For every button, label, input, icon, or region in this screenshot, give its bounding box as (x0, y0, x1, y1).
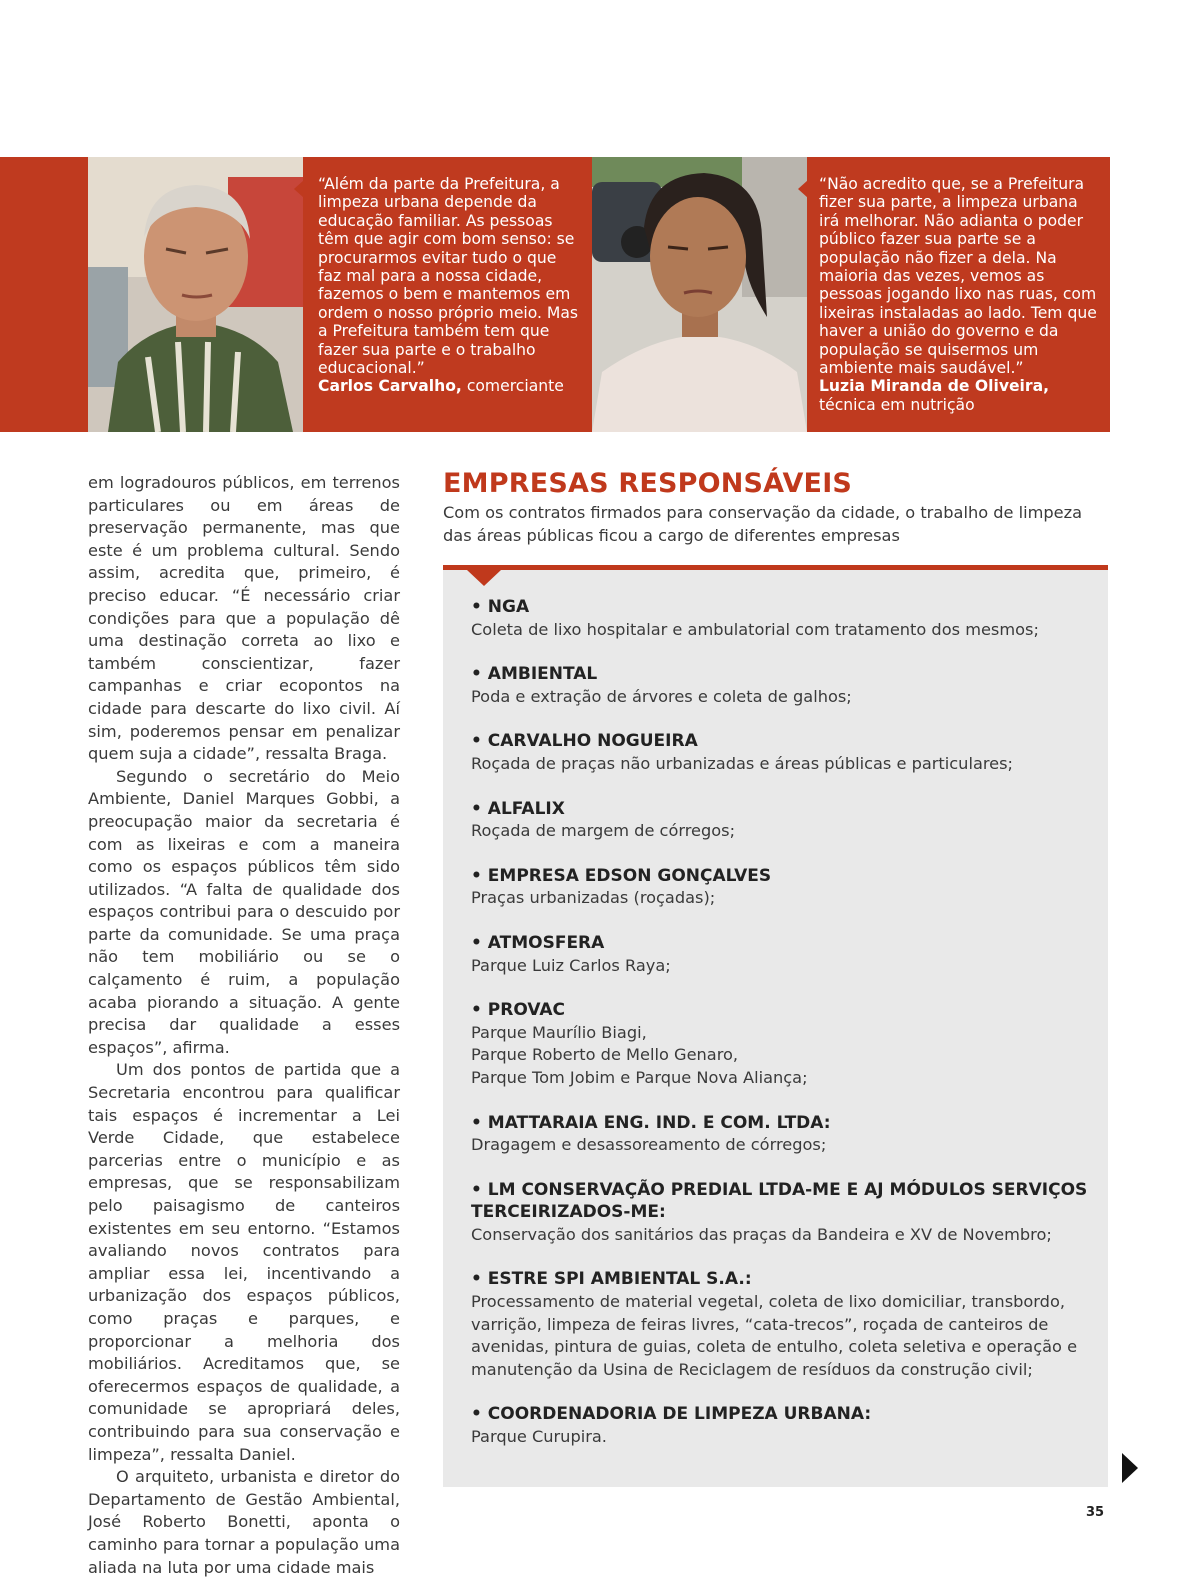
quote-luzia-text: “Não acredito que, se a Prefeitura fizer sua parte, a limpeza urbana irá melhorar. Não adianta o poder público fazer sua parte se a população não fizer a dela. Na maioria das vezes, vemos as pessoas jogando lixo nas ruas, com lixeiras instaladas ao lado. Tem que haver a união do governo e da população se quisermos um ambiente mais saudável.” (819, 175, 1097, 378)
list-item (471, 663, 1096, 708)
list-item (471, 730, 1096, 775)
quote-carlos-role: comerciante (461, 377, 564, 396)
page-number: 35 (1086, 1505, 1105, 1520)
article-paragraph: Segundo o secretário do Meio Ambiente, Daniel Marques Gobbi, a preocupação maior da secretaria é com as lixeiras e com a maneira como os espaços públicos têm sido utilizados. “A falta de qualidade dos espaços contribui para o descuido por parte da comunidade. Se uma praça não tem mobiliário ou se o calçamento é ruim, a população acaba piorando a situação. A gente precisa dar qualidade a esses espaços”, afirma. (88, 766, 400, 1057)
list-item (471, 1112, 1096, 1157)
list-item (471, 1403, 1096, 1448)
quote-carlos-name: Carlos Carvalho, (318, 377, 462, 396)
company-description: Roçada de praças não urbanizadas e áreas públicas e particulares; (471, 753, 1014, 773)
quote-carlos (318, 175, 580, 396)
company-description: Dragagem e desassoreamento de córregos; (471, 1135, 827, 1155)
article-paragraph: em logradouros públicos, em terrenos particulares ou em áreas de preservação permanente, mas que este é um problema cultural. Sendo assim, acredita que, primeiro, é preciso educar. “É necessário criar condições para que a população dê uma destinação correta ao lixo e também conscientizar, fazer campanhas e criar ecopontos na cidade para descarte do lixo civil. Aí sim, poderemos pensar em penalizar quem suja a cidade”, ressalta Braga. (88, 473, 400, 764)
sidebar-subtitle: Com os contratos firmados para conservação da cidade, o trabalho de limpeza das áreas públicas ficou a cargo de diferentes empresas (443, 503, 1083, 545)
company-description: Coleta de lixo hospitalar e ambulatorial com tratamento dos mesmos; (471, 619, 1039, 639)
company-name: • LM CONSERVAÇÃO PREDIAL LTDA-ME E AJ MÓDULOS SERVIÇOS TERCEIRIZADOS-ME: (471, 1179, 1088, 1223)
quote-luzia-name: Luzia Miranda de Oliveira, (819, 377, 1050, 396)
quote-pointer-right (798, 180, 808, 198)
sidebar-title: EMPRESAS RESPONSÁVEIS (443, 468, 853, 499)
sidebar-caret (467, 570, 501, 586)
article-body (88, 472, 400, 1579)
quote-carlos-text: “Além da parte da Prefeitura, a limpeza urbana depende da educação familiar. As pessoas têm que agir com bom senso: se procurarmos evitar tudo o que faz mal para a nossa cidade, fazemos o bem e mantemos em ordem o nosso próprio meio. Mas a Prefeitura também tem que fazer sua parte e o trabalho educacional.” (318, 175, 579, 378)
company-description: Praças urbanizadas (roçadas); (471, 888, 716, 908)
company-name: • EMPRESA EDSON GONÇALVES (471, 865, 772, 886)
portrait-photo-carlos (88, 157, 303, 432)
quote-luzia-role: técnica em nutrição (819, 395, 975, 414)
company-name: • ATMOSFERA (471, 932, 605, 953)
company-description: Conservação dos sanitários das praças da Bandeira e XV de Novembro; (471, 1224, 1052, 1244)
quote-pointer-left (294, 180, 304, 198)
company-name: • PROVAC (471, 1000, 565, 1021)
next-page-arrow-icon (1122, 1453, 1138, 1483)
company-name: • COORDENADORIA DE LIMPEZA URBANA: (471, 1404, 872, 1425)
company-description: Parque Luiz Carlos Raya; (471, 955, 671, 975)
company-name: • ALFALIX (471, 798, 565, 819)
company-name: • NGA (471, 597, 530, 617)
article-paragraph: O arquiteto, urbanista e diretor do Departamento de Gestão Ambiental, José Roberto Bonetti, aponta o caminho para tornar a população uma aliada na luta por uma cidade mais (88, 1467, 400, 1577)
list-item (471, 1268, 1096, 1381)
company-name: • CARVALHO NOGUEIRA (471, 731, 698, 752)
company-description: Parque Maurílio Biagi, Parque Roberto de Mello Genaro, Parque Tom Jobim e Parque Nova Aliança; (471, 1022, 808, 1087)
company-name: • AMBIENTAL (471, 664, 598, 685)
company-list (471, 596, 1096, 1471)
article-paragraph: Um dos pontos de partida que a Secretaria encontrou para qualificar tais espaços é incrementar a Lei Verde Cidade, que estabelece parcerias entre o município e as empresas, que se responsabilizam pelo paisagismo de canteiros existentes em seu entorno. “Estamos avaliando novos contratos para ampliar essa lei, incentivando a urbanização dos espaços públicos, como praças e parques, e proporcionar a melhoria dos mobiliários. Acreditamos que, se oferecermos espaços de qualidade, a comunidade se apropriará deles, contribuindo para sua conservação e limpeza”, ressalta Daniel. (88, 1060, 400, 1464)
list-item (471, 1179, 1096, 1247)
company-description: Processamento de material vegetal, coleta de lixo domiciliar, transbordo, varrição, limpeza de feiras livres, “cata-trecos”, roçada de canteiros de avenidas, pintura de guias, coleta de entulho, coleta seletiva e operação e manutenção da Usina de Reciclagem de resíduos da construção civil; (471, 1292, 1078, 1379)
list-item (471, 798, 1096, 843)
list-item (471, 999, 1096, 1089)
company-description: Roçada de margem de córregos; (471, 821, 736, 841)
portrait-photo-luzia (592, 157, 807, 432)
company-name: • MATTARAIA ENG. IND. E COM. LTDA: (471, 1112, 831, 1133)
list-item (471, 596, 1096, 641)
company-description: Parque Curupira. (471, 1427, 607, 1447)
quote-luzia (819, 175, 1101, 414)
quote-carlos-author (318, 377, 580, 395)
list-item (471, 932, 1096, 977)
list-item (471, 865, 1096, 910)
company-description: Poda e extração de árvores e coleta de galhos; (471, 686, 852, 706)
company-name: • ESTRE SPI AMBIENTAL S.A.: (471, 1269, 752, 1290)
